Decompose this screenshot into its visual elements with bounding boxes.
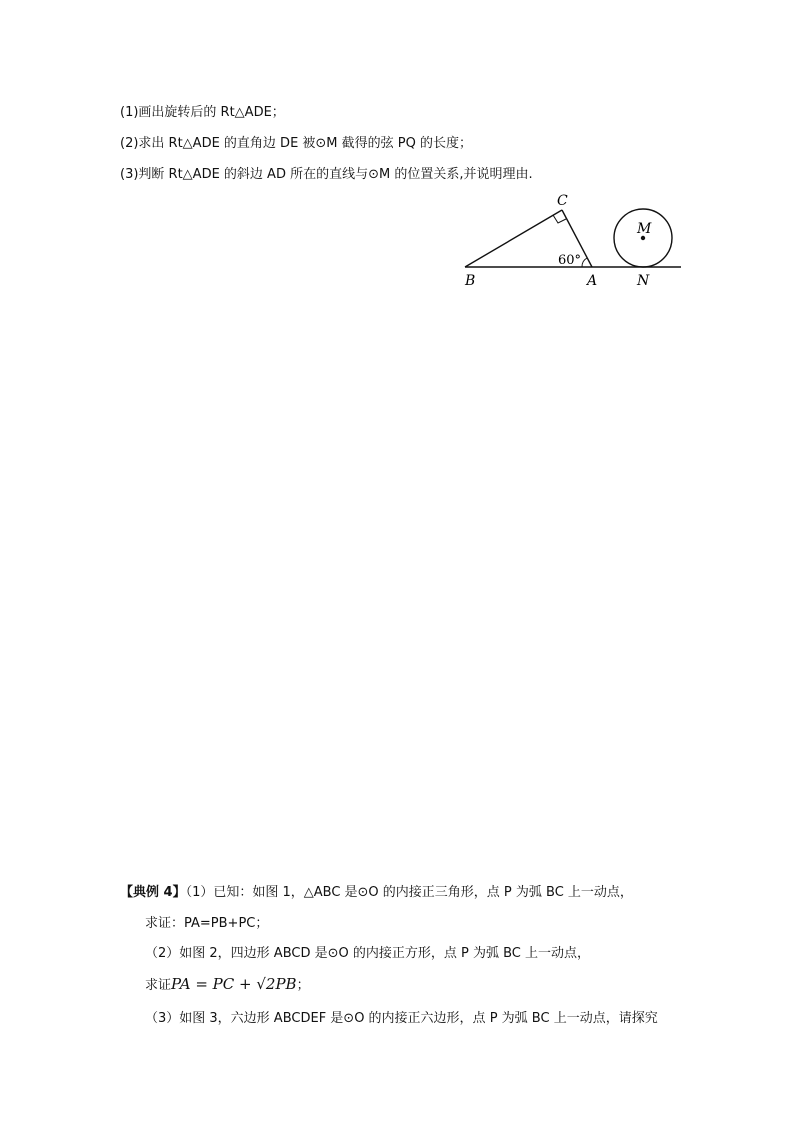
example4-line5: （3）如图 3，六边形 ABCDEF 是⊙O 的内接正六边形，点 P 为弧 BC 上一动点，请探究	[145, 1011, 658, 1026]
angle-arc	[582, 258, 587, 267]
example4-line3: （2）如图 2，四边形 ABCD 是⊙O 的内接正方形，点 P 为弧 BC 上一动点，	[145, 946, 591, 961]
angle-label: 60°	[558, 253, 582, 268]
formula-suffix: ；	[296, 978, 310, 993]
label-c: C	[557, 193, 568, 209]
side-bc	[465, 210, 562, 267]
geometry-figure	[455, 188, 695, 293]
example4-part1: （1）已知：如图 1，△ABC 是⊙O 的内接正三角形，点 P 为弧 BC 上一动点，	[185, 885, 633, 900]
example4-line1	[120, 884, 633, 902]
prove-label: 求证	[145, 978, 172, 993]
question-3: (3)判断 Rt△ADE 的斜边 AD 所在的直线与⊙M 的位置关系,并说明理由.	[120, 167, 533, 182]
formula: PA = PC + √2PB	[171, 975, 297, 993]
question-1: (1)画出旋转后的 Rt△ADE；	[120, 105, 285, 120]
example4-line2: 求证：PA=PB+PC；	[145, 916, 269, 931]
question-2: (2)求出 Rt△ADE 的直角边 DE 被⊙M 截得的弦 PQ 的长度；	[120, 136, 472, 151]
label-n: N	[637, 273, 650, 289]
label-m: M	[637, 221, 652, 237]
label-b: B	[465, 273, 476, 289]
label-a: A	[587, 273, 598, 289]
right-angle-mark	[553, 215, 566, 223]
example4-heading: 【典例 4】	[120, 885, 186, 900]
example4-line4	[145, 975, 310, 995]
